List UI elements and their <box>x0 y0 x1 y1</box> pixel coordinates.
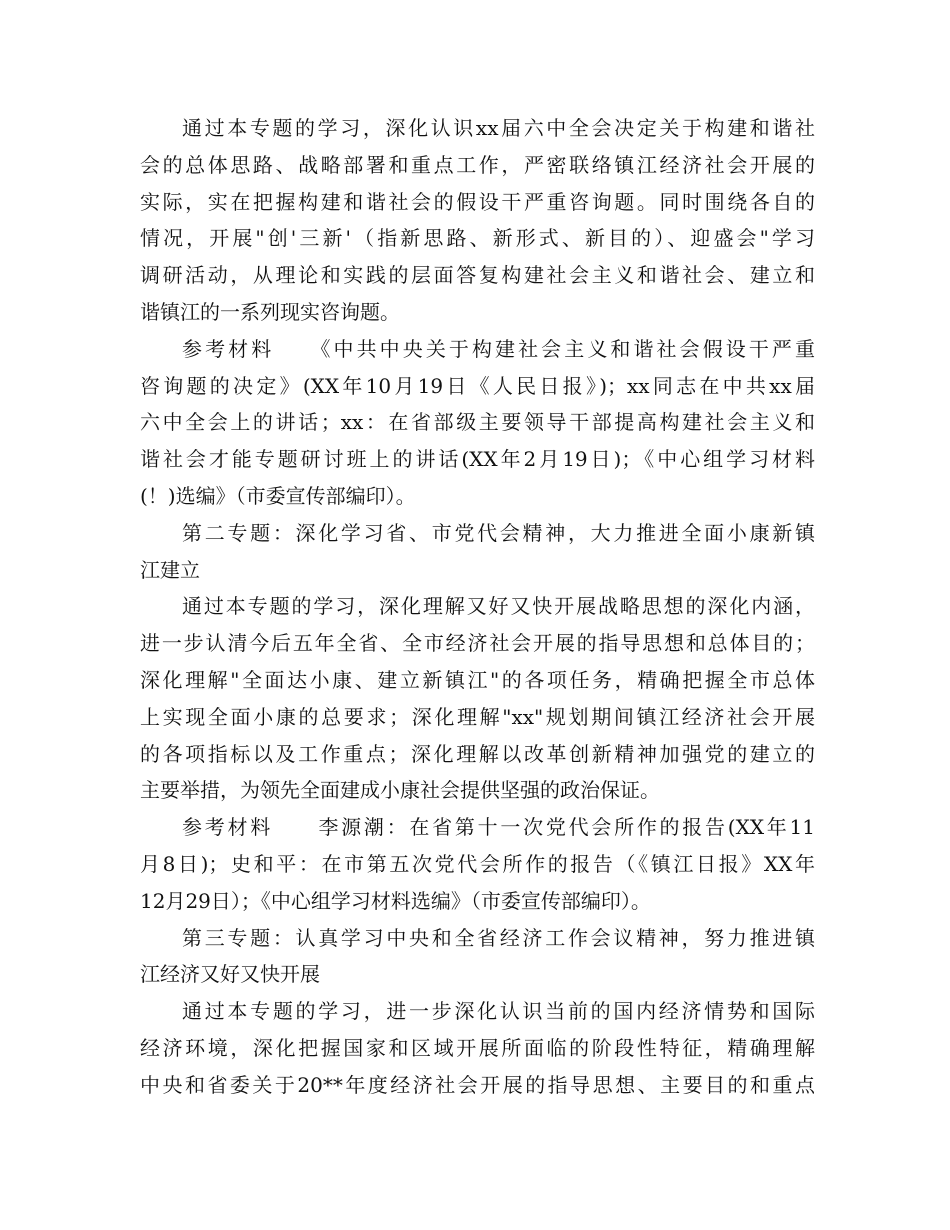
paragraph-line: 中央和省委关于20**年度经济社会开展的指导思想、主要目的和重点 <box>140 1072 815 1097</box>
reference-line: 咨询题的决定》(XX年10月19日《人民日报》)；xx同志在中共xx届 <box>140 373 815 398</box>
paragraph-line: 谐镇江的一系列现实咨询题。 <box>140 299 400 324</box>
paragraph-line: 上实现全面小康的总要求；深化理解"xx"规划期间镇江经济社会开展 <box>140 704 815 729</box>
reference-line: 12月29日）；《中心组学习材料选编》（市委宣传部编印）。 <box>140 888 651 913</box>
reference-line: 参考材料 《中共中央关于构建社会主义和谐社会假设干严重 <box>182 336 815 361</box>
reference-line: 参考材料 李源潮：在省第十一次党代会所作的报告(XX年11 <box>182 815 815 840</box>
paragraph-line: 情况，开展"创'三新'（指新思路、新形式、新目的）、迎盛会"学习 <box>140 226 815 251</box>
paragraph-line: 会的总体思路、战略部署和重点工作，严密联络镇江经济社会开展的 <box>140 152 815 177</box>
section-heading-line: 第三专题：认真学习中央和全省经济工作会议精神，努力推进镇 <box>182 925 815 950</box>
reference-line: 谐社会才能专题研讨班上的讲话(XX年2月19日)；《中心组学习材料 <box>140 447 815 472</box>
reference-line: 月8日)；史和平：在市第五次党代会所作的报告（《镇江日报》XX年 <box>140 851 815 876</box>
section-heading-line: 第二专题：深化学习省、市党代会精神，大力推进全面小康新镇 <box>182 520 815 545</box>
paragraph-line: 通过本专题的学习，进一步深化认识当前的国内经济情势和国际 <box>182 999 815 1024</box>
paragraph-line: 进一步认清今后五年全省、全市经济社会开展的指导思想和总体目的； <box>140 631 815 656</box>
reference-line: 六中全会上的讲话；xx：在省部级主要领导干部提高构建社会主义和 <box>140 410 815 435</box>
paragraph-line: 经济环境，深化把握国家和区域开展所面临的阶段性特征，精确理解 <box>140 1035 815 1060</box>
paragraph-line: 通过本专题的学习，深化认识xx届六中全会决定关于构建和谐社 <box>182 116 815 140</box>
paragraph-line: 主要举措，为领先全面建成小康社会提供坚强的政治保证。 <box>140 778 660 803</box>
paragraph-line: 通过本专题的学习，深化理解又好又快开展战略思想的深化内涵， <box>182 594 815 619</box>
reference-line: (！)选编》（市委宣传部编印）。 <box>140 483 416 508</box>
paragraph-line: 实际，实在把握构建和谐社会的假设干严重咨询题。同时围绕各自的 <box>140 189 815 214</box>
document-body <box>140 110 815 1104</box>
section-heading-line: 江建立 <box>140 557 200 582</box>
section-heading-line: 江经济又好又快开展 <box>140 962 320 987</box>
paragraph-line: 调研活动，从理论和实践的层面答复构建社会主义和谐社会、建立和 <box>140 263 815 288</box>
paragraph-line: 深化理解"全面达小康、建立新镇江"的各项任务，精确把握全市总体 <box>140 667 815 692</box>
paragraph-line: 的各项指标以及工作重点；深化理解以改革创新精神加强党的建立的 <box>140 741 815 766</box>
